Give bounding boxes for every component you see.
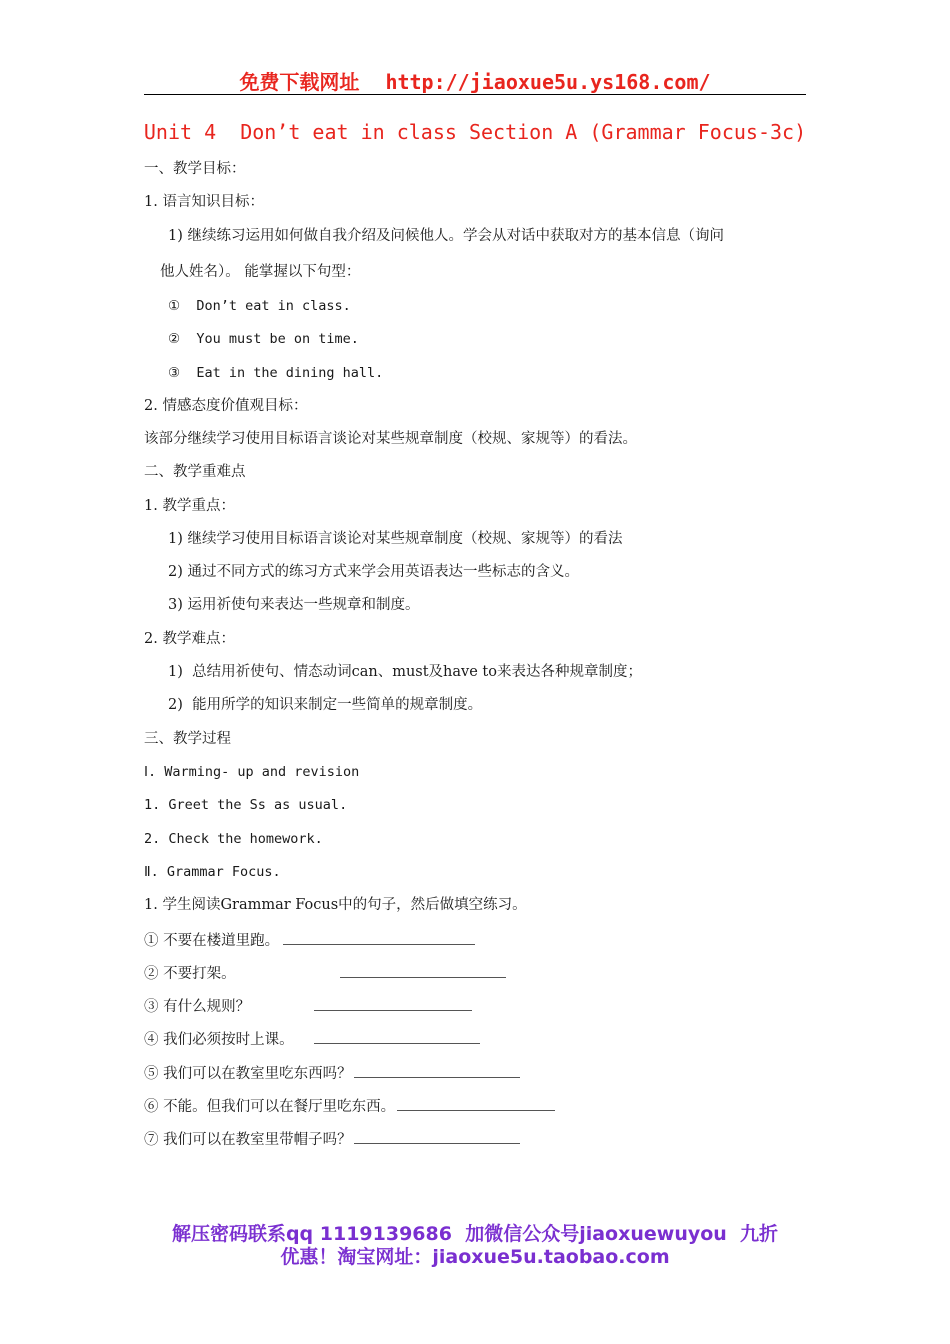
section-1-heading: 一、教学目标：	[144, 161, 246, 177]
step-2a: 1. 学生阅读Grammar Focus中的句子，然后做填空练习。	[144, 897, 527, 913]
text-2-1a: 1) 继续学习使用目标语言谈论对某些规章制度（校规、家规等）的看法	[168, 531, 623, 547]
step-1-heading: Ⅰ. Warming- up and revision	[144, 764, 360, 780]
exercise-item	[144, 995, 472, 1017]
text-2-1b: 2) 通过不同方式的练习方式来学会用英语表达一些标志的含义。	[168, 564, 579, 580]
exercise-item	[144, 1028, 480, 1050]
answer-blank[interactable]	[354, 1062, 520, 1078]
pattern-3: ③ Eat in the dining hall.	[168, 365, 384, 381]
exercise-text: ④ 我们必须按时上课。	[144, 1032, 294, 1048]
header-url[interactable]: http://jiaoxue5u.ys168.com/	[385, 70, 711, 94]
exercise-item	[144, 1062, 520, 1084]
exercise-text: ③ 有什么规则？	[144, 999, 251, 1015]
text-2-2a: 1) 总结用祈使句、情态动词can、must及have to来表达各种规章制度；	[168, 664, 642, 680]
footer-line-1: 解压密码联系qq 1119139686 加微信公众号jiaoxuewuyou 九折	[171, 1223, 779, 1245]
text-2-2b: 2) 能用所学的知识来制定一些简单的规章制度。	[168, 697, 483, 713]
subsection-1-1: 1. 语言知识目标：	[144, 194, 264, 210]
document-title: Unit 4 Don’t eat in class Section A (Grammar Focus-3c)	[143, 120, 807, 144]
answer-blank[interactable]	[397, 1095, 555, 1111]
exercise-item	[144, 962, 506, 984]
subsection-1-2: 2. 情感态度价值观目标：	[144, 398, 308, 414]
step-1b: 2. Check the homework.	[144, 831, 323, 847]
section-3-heading: 三、教学过程	[144, 731, 231, 747]
exercise-text: ⑥ 不能。但我们可以在餐厅里吃东西。	[144, 1099, 396, 1115]
text-2-1c: 3) 运用祈使句来表达一些规章和制度。	[168, 597, 420, 613]
page-header	[0, 66, 950, 95]
step-2-heading: Ⅱ. Grammar Focus.	[144, 864, 281, 880]
exercise-item	[144, 1095, 555, 1117]
text-1-2a: 该部分继续学习使用目标语言谈论对某些规章制度（校规、家规等）的看法。	[144, 431, 637, 447]
exercise-text: ⑦ 我们可以在教室里带帽子吗？	[144, 1132, 352, 1148]
step-1a: 1. Greet the Ss as usual.	[144, 797, 348, 813]
section-2-heading: 二、教学重难点	[144, 464, 246, 480]
header-rule	[144, 94, 806, 95]
exercise-text: ② 不要打架。	[144, 966, 236, 982]
footer-line-2: 优惠！淘宝网址：jiaoxue5u.taobao.com	[280, 1246, 670, 1268]
answer-blank[interactable]	[283, 929, 475, 945]
answer-blank[interactable]	[314, 995, 472, 1011]
exercise-item	[144, 929, 475, 951]
header-label: 免费下载网址	[239, 70, 360, 94]
pattern-2: ② You must be on time.	[168, 331, 359, 347]
subsection-2-1: 1. 教学重点：	[144, 498, 235, 514]
pattern-1: ① Don’t eat in class.	[168, 298, 351, 314]
exercise-text: ⑤ 我们可以在教室里吃东西吗？	[144, 1066, 352, 1082]
answer-blank[interactable]	[314, 1028, 480, 1044]
answer-blank[interactable]	[340, 962, 506, 978]
text-1-1b: 他人姓名）。 能掌握以下句型：	[160, 264, 361, 280]
exercise-text: ① 不要在楼道里跑。	[144, 933, 280, 949]
text-1-1a: 1) 继续练习运用如何做自我介绍及问候他人。学会从对话中获取对方的基本信息（询问	[168, 228, 724, 244]
answer-blank[interactable]	[354, 1128, 520, 1144]
exercise-item	[144, 1128, 520, 1150]
subsection-2-2: 2. 教学难点：	[144, 631, 235, 647]
